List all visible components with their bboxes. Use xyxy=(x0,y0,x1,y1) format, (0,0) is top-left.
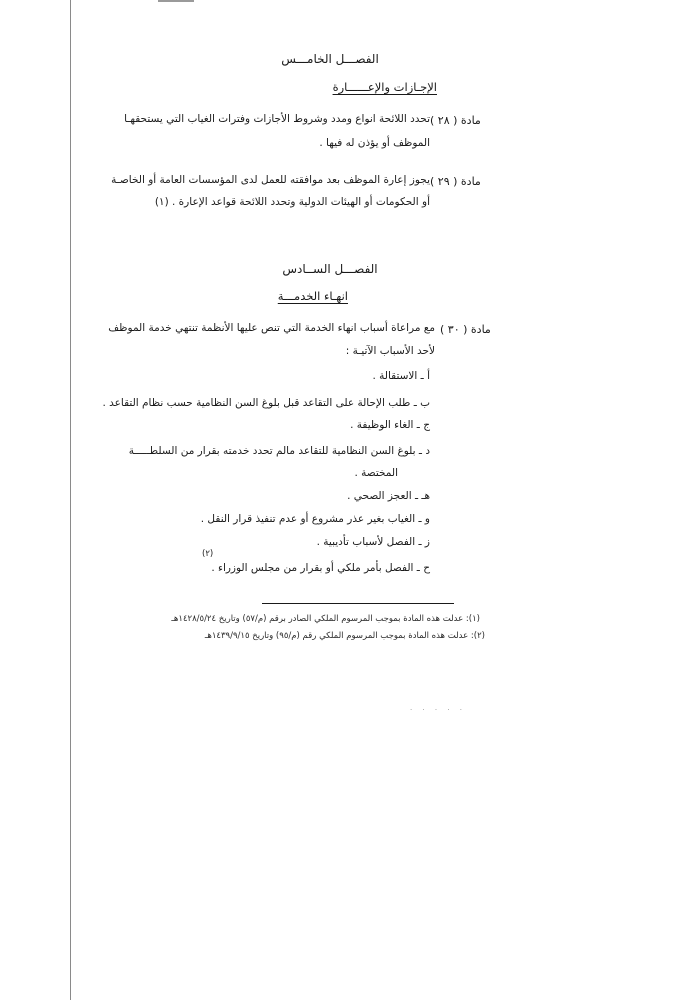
article30-item-b: ب ـ طلب الإحالة على التقاعد قبل بلوغ السن النظامية حسب نظام التقاعد . xyxy=(102,397,430,409)
article30-item-d-cont: المختصة . xyxy=(354,467,398,479)
article28-label: مادة ( ٢٨ ) xyxy=(430,114,481,127)
footnote-2: (٢): عدلت هذه المادة بموجب المرسوم الملكي رقم (م/٩٥) وتاريخ ١٤٣٩/٩/١٥هـ xyxy=(204,631,485,641)
article30-item-g: ز ـ الفصل لأسباب تأديبية . xyxy=(316,536,430,548)
article28-line2: الموظف أو يؤذن له فيها . xyxy=(319,137,430,149)
article29-label: مادة ( ٢٩ ) xyxy=(430,175,481,188)
footnote-1: (١): عدلت هذه المادة بموجب المرسوم الملكي الصادر برقم (م/٥٧) وتاريخ ١٤٢٨/٥/٢٤هـ xyxy=(171,614,480,624)
article30-item-a: أ ـ الاستقالة . xyxy=(372,370,430,382)
article30-item-h-footnote-ref: (٢) xyxy=(202,549,214,559)
article30-item-e: هـ ـ العجز الصحي . xyxy=(347,490,430,502)
chapter6-subtitle: انهـاء الخدمـــة xyxy=(277,289,348,303)
article29-line2: أو الحكومات أو الهيئات الدولية وتحدد اللائحة قواعد الإعارة . (١) xyxy=(154,196,430,208)
scan-specks: · · · · · xyxy=(410,706,467,714)
article29-line1: يجوز إعارة الموظف بعد موافقته للعمل لدى المؤسسات العامة أو الخاصـة xyxy=(111,174,430,186)
article30-item-c: ج ـ الغاء الوظيفة . xyxy=(350,419,430,431)
article28-line1: تحدد اللائحة انواع ومدد وشروط الأجازات وفترات الغياب التي يستحقهـا xyxy=(124,113,430,125)
chapter5-title: الفصـــل الخامـــس xyxy=(281,52,379,66)
footnote-separator xyxy=(262,603,454,604)
article30-item-d: د ـ بلوغ السن النظامية للتقاعد مالم تحدد خدمته بقرار من السلطـــــة xyxy=(128,445,430,457)
article30-label: مادة ( ٣٠ ) xyxy=(440,323,491,336)
chapter6-title: الفصـــل الســادس xyxy=(282,262,378,276)
scan-edge-line xyxy=(70,0,71,1000)
article30-item-h: ح ـ الفصل بأمر ملكي أو بقرار من مجلس الوزراء . xyxy=(211,562,430,574)
article30-line1: مع مراعاة أسباب انهاء الخدمة التي تنص عليها الأنظمة تنتهي خدمة الموظف xyxy=(108,322,435,334)
chapter5-subtitle: الإجـازات والإعــــــارة xyxy=(332,80,437,94)
scan-mark xyxy=(158,0,194,2)
article30-item-f: و ـ الغياب بغير عذر مشروع أو عدم تنفيذ قرار النقل . xyxy=(200,513,430,525)
article30-line2: لأحد الأسباب الآتيـة : xyxy=(345,345,435,357)
